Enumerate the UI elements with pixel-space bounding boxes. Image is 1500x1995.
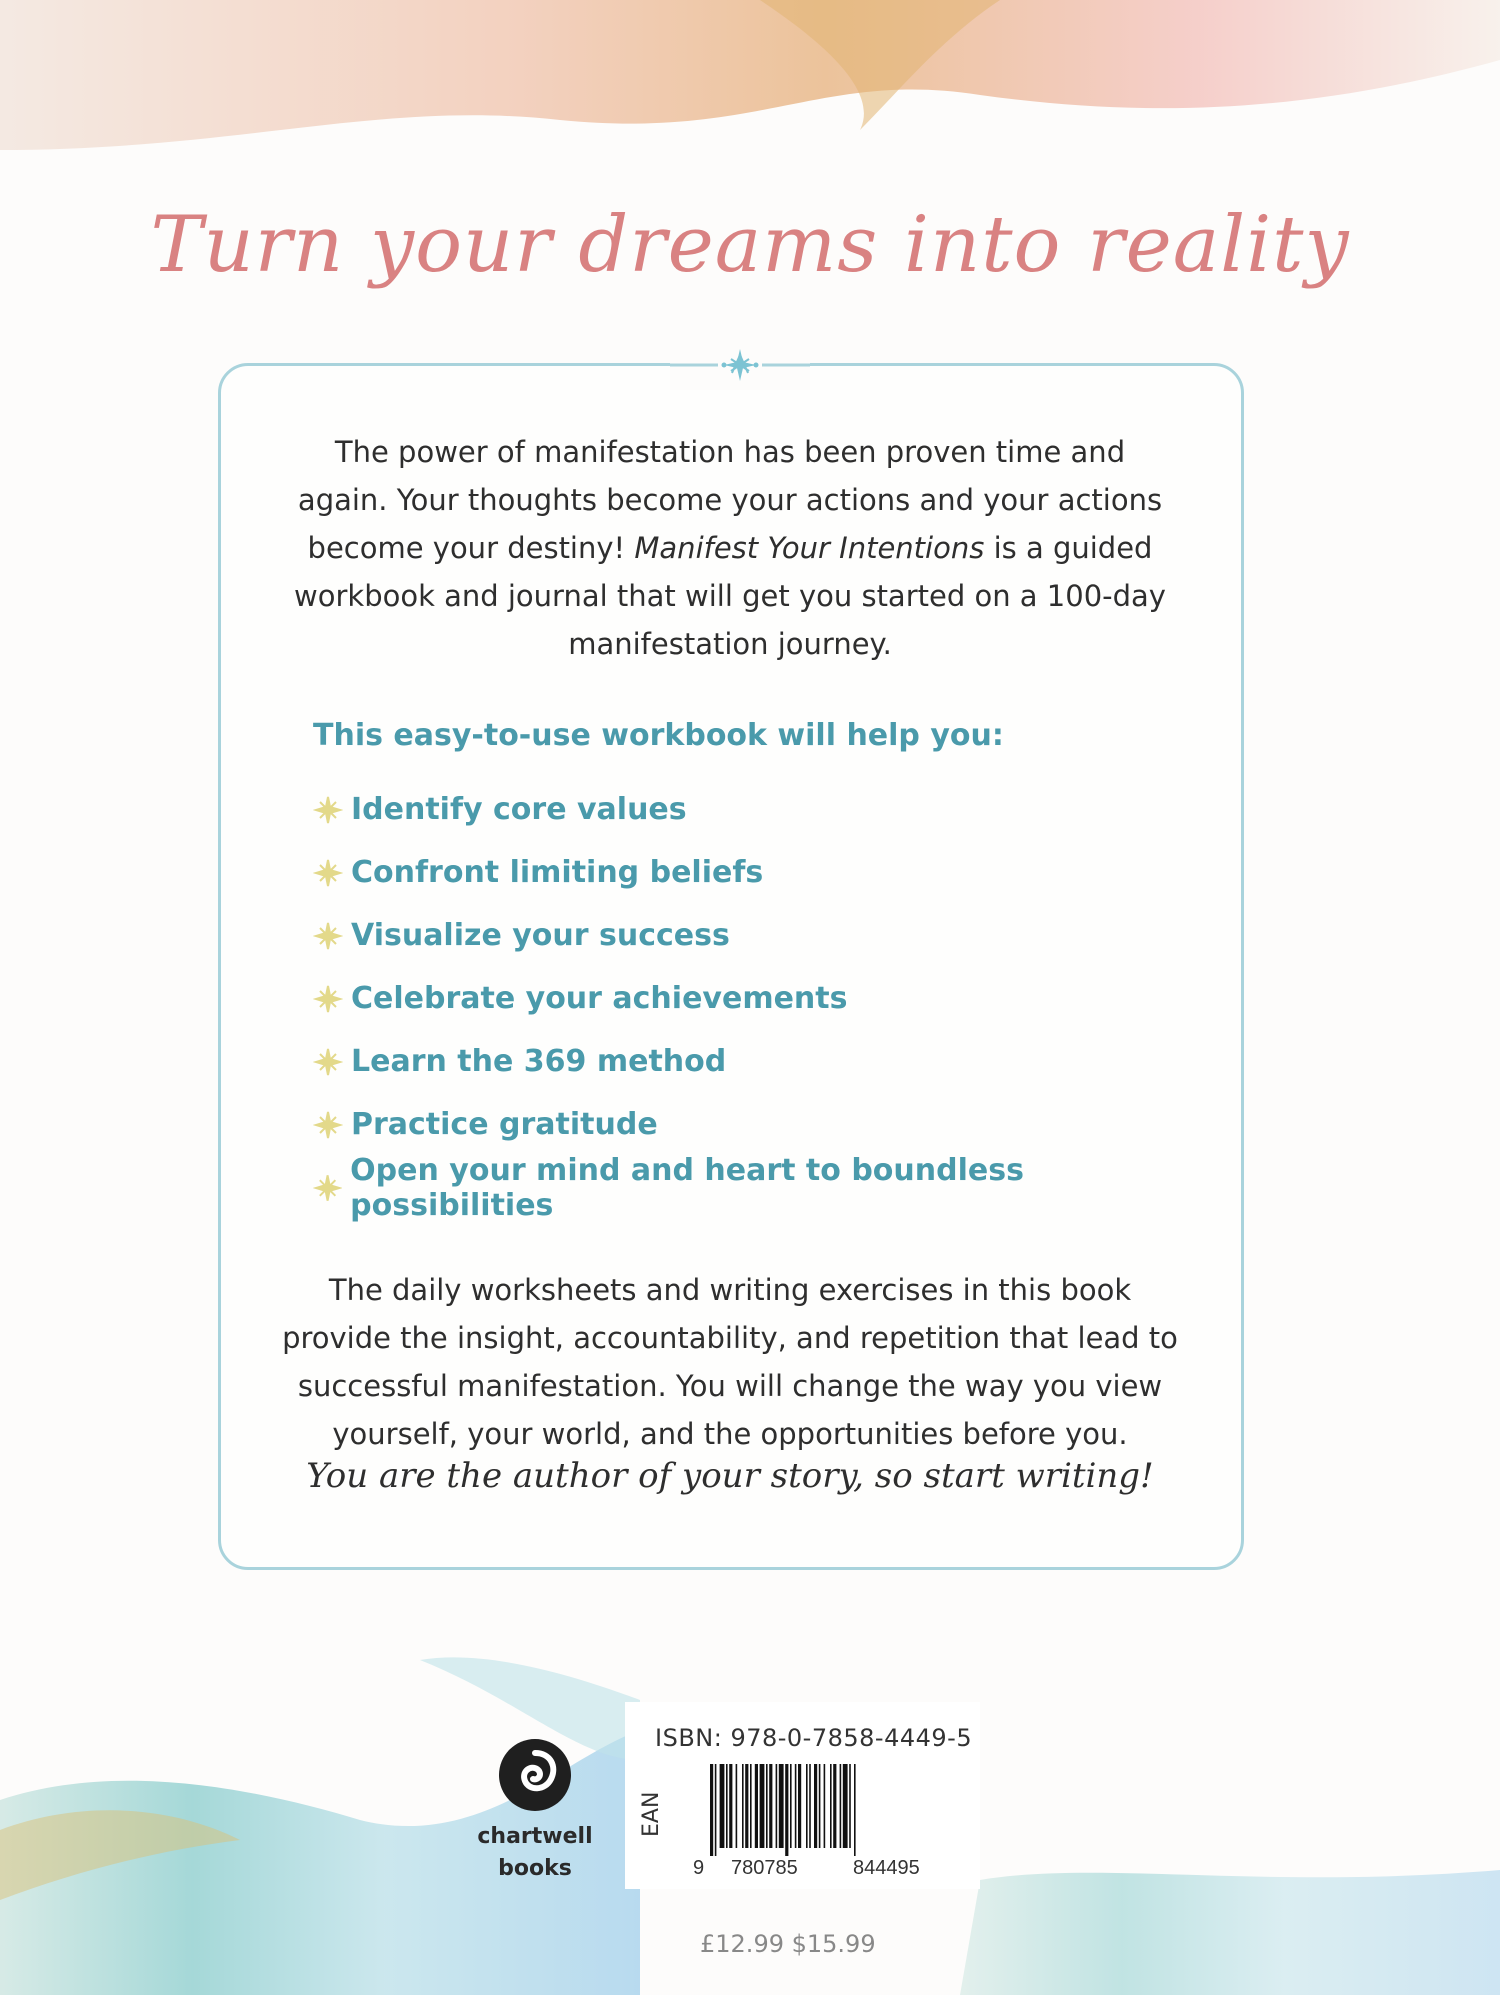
list-item [313, 967, 1213, 1030]
barcode-bar [745, 1764, 748, 1848]
barcode-bar [715, 1764, 717, 1856]
price-text: £12.99 $15.99 [700, 1930, 876, 1958]
barcode-bar [833, 1764, 836, 1848]
list-item-text: Learn the 369 method [351, 1044, 727, 1079]
barcode-bar [726, 1764, 728, 1848]
barcode-digits-right: 844495 [853, 1857, 920, 1879]
barcode-bar [750, 1764, 752, 1848]
barcode-bar [766, 1764, 768, 1848]
sparkle-bullet-icon [313, 984, 343, 1014]
barcode-bar [795, 1764, 797, 1848]
headline: Turn your dreams into reality [150, 200, 1350, 290]
barcode-bar [736, 1764, 738, 1848]
barcode-digit-first: 9 [693, 1857, 705, 1879]
book-title-italic: Manifest Your Intentions [634, 531, 985, 565]
list-item-text: Open your mind and heart to boundless possibilities [350, 1152, 1024, 1223]
benefits-list [313, 778, 1213, 1223]
publisher-name-line1: chartwell [477, 1824, 593, 1849]
intro-text-1: The power of manifestation has been proven time and again. Your thoughts become your actions and your actions become your destiny! [297, 435, 1163, 565]
barcode-bar [814, 1764, 817, 1848]
barcode-bar [729, 1764, 732, 1848]
barcode-bar [760, 1764, 765, 1848]
sparkle-bullet-icon [313, 1110, 343, 1140]
barcode-bar [776, 1764, 778, 1848]
swirl-logo-icon [495, 1735, 575, 1815]
publisher-logo [470, 1735, 600, 1883]
barcode-bar [790, 1764, 792, 1848]
barcode-bar [769, 1764, 772, 1848]
barcode-bar [755, 1764, 758, 1848]
list-item-text: Visualize your success [351, 918, 730, 953]
sparkle-bullet-icon [313, 1047, 343, 1077]
barcode-bar [819, 1764, 821, 1848]
list-item [313, 778, 1213, 841]
sparkle-ornament-icon [670, 340, 810, 390]
help-heading: This easy-to-use workbook will help you: [313, 718, 1004, 753]
barcode-bar [824, 1764, 826, 1848]
barcode-bar [785, 1764, 788, 1856]
barcode-digits-left: 780785 [731, 1857, 798, 1879]
isbn-text: ISBN: 978-0-7858-4449-5 [655, 1724, 973, 1752]
list-item [313, 904, 1213, 967]
sparkle-bullet-icon [313, 921, 343, 951]
barcode-bar [720, 1764, 725, 1848]
list-item [313, 1152, 1213, 1223]
ean-label: EAN [639, 1791, 664, 1837]
intro-text-2: is a guided workbook and journal that will get you started on a 100-day manifestation journey. [294, 531, 1166, 661]
outro-paragraph: The daily worksheets and writing exercises in this book provide the insight, accountability, and repetition that lead to successful manifestation. You will change the way you view yourself, your world, and the opportunities before you. [282, 1273, 1178, 1451]
barcode-bar [710, 1764, 713, 1856]
barcode-bar [849, 1764, 851, 1848]
barcode-bar [843, 1764, 848, 1848]
list-item-text: Celebrate your achievements [351, 981, 848, 1016]
tagline: You are the author of your story, so start writing! [306, 1456, 1154, 1496]
barcode-bar [830, 1764, 832, 1848]
publisher-name-line2: books [498, 1856, 572, 1881]
barcode-bar [806, 1764, 808, 1848]
list-item [313, 1093, 1213, 1156]
barcode-bar [742, 1764, 744, 1848]
sparkle-bullet-icon [313, 795, 343, 825]
barcode-panel [625, 1702, 980, 1889]
list-item [313, 1030, 1213, 1093]
barcode-bar [798, 1764, 801, 1848]
list-item-text: Confront limiting beliefs [351, 855, 764, 890]
sparkle-bullet-icon [313, 1173, 342, 1203]
sparkle-bullet-icon [313, 858, 343, 888]
intro-paragraph [290, 428, 1170, 668]
barcode-bar [840, 1764, 842, 1848]
barcode-bar [854, 1764, 856, 1856]
barcode-bar [809, 1764, 811, 1848]
barcode-bar [779, 1764, 784, 1848]
list-item-text: Identify core values [351, 792, 687, 827]
list-item-text: Practice gratitude [351, 1107, 658, 1142]
list-item [313, 841, 1213, 904]
barcode-bars [710, 1764, 965, 1856]
